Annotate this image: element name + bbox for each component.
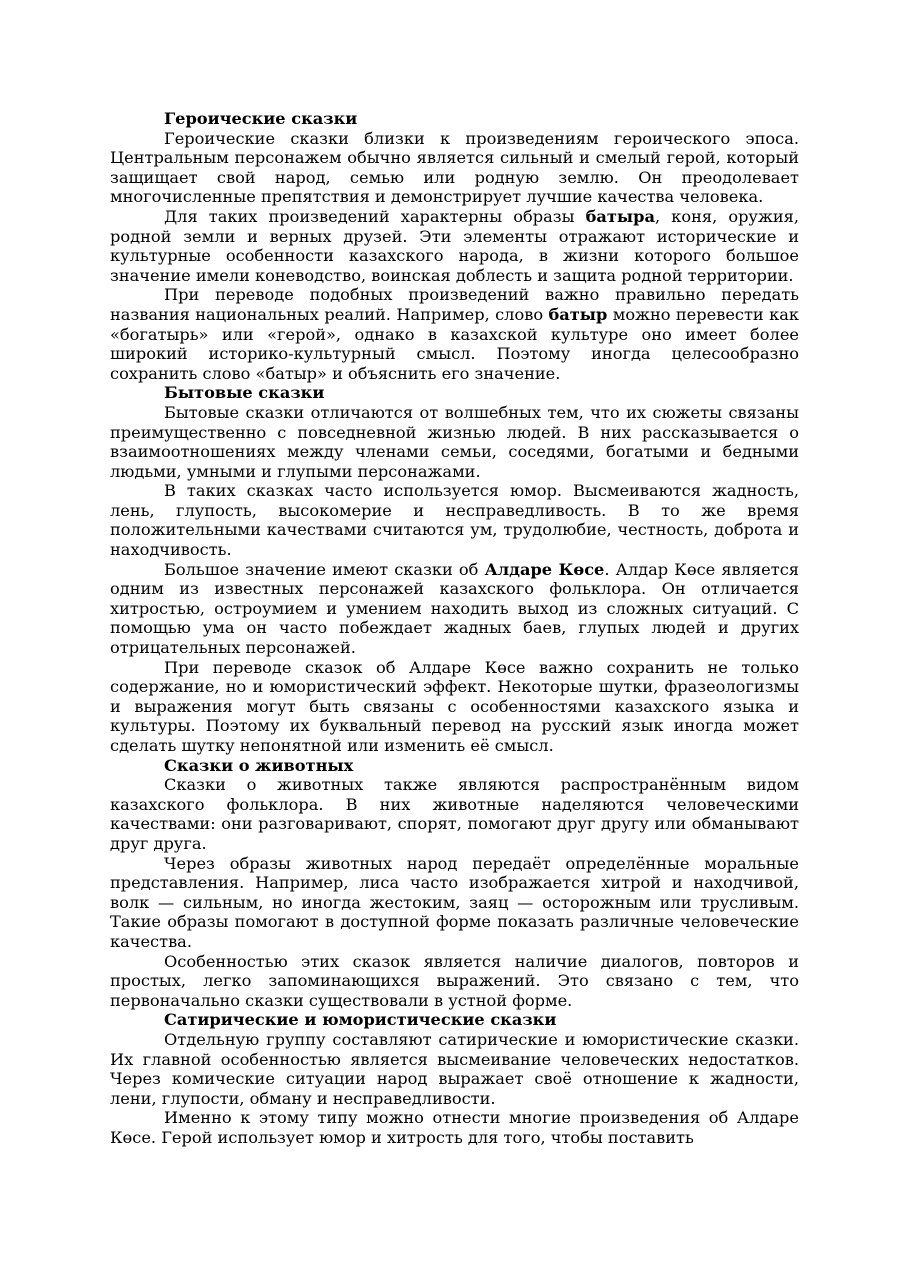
paragraph <box>110 854 799 952</box>
document-page <box>110 109 799 1147</box>
text-run: В таких сказках часто используется юмор. Высмеиваются жадность, лень, глупость, высокомерие и несправедливость. В то же время положительными качествами считаются ум, трудолюбие, честность, доброта и находчивость. <box>110 481 799 560</box>
text-run: Большое значение имеют сказки об <box>164 559 485 579</box>
paragraph <box>110 1108 799 1147</box>
paragraph <box>110 403 799 481</box>
text-run: Бытовые сказки отличаются от волшебных тем, что их сюжеты связаны преимущественно с повседневной жизнью людей. В них рассказывается о взаимоотношениях между членами семьи, соседями, богатыми и бедными людьми, умными и глупыми персонажами. <box>110 402 799 481</box>
text-run: Для таких произведений характерны образы <box>164 206 586 226</box>
paragraph <box>110 285 799 383</box>
text-run: Отдельную группу составляют сатирические и юмористические сказки. Их главной особенностью является высмеивание человеческих недостатков. Через комические ситуации народ выражает своё отношение к жадности, лени, глупости, обману и несправедливости. <box>110 1029 799 1108</box>
paragraph <box>110 1030 799 1108</box>
paragraph <box>110 129 799 207</box>
bold-term: Алдаре Көсе <box>484 559 605 579</box>
text-run: . Алдар Көсе является одним из известных персонажей казахского фольклора. Он отличается хитростью, остроумием и умением находить выход из сложных ситуаций. С помощью ума он часто побеждает жадных баев, глупых людей и других отрицательных персонажей. <box>110 559 799 658</box>
text-run: Особенностью этих сказок является наличие диалогов, повторов и простых, легко запоминающихся выражений. Это связано с тем, что первоначально сказки существовали в устной форме. <box>110 951 799 1010</box>
paragraph <box>110 775 799 853</box>
bold-term: батыра <box>585 206 655 226</box>
paragraph <box>110 481 799 559</box>
text-run: Через образы животных народ передаёт определённые моральные представления. Например, лиса часто изображается хитрой и находчивой, волк — сильным, но иногда жестоким, заяц — осторожным или трусливым. Такие образы помогают в доступной форме показать различные человеческие качества. <box>110 853 799 951</box>
section-heading: Сказки о животных <box>164 755 354 775</box>
text-run: , коня, оружия, родной земли и верных друзей. Эти элементы отражают исторические и культурные особенности казахского народа, в жизни которого большое значение имели коневодство, воинская доблесть и защита родной территории. <box>110 206 799 285</box>
text-run: Сказки о животных также являются распространённым видом казахского фольклора. В них животные наделяются человеческими качествами: они разговаривают, спорят, помогают друг другу или обманывают друг друга. <box>110 775 799 853</box>
section-heading: Героические сказки <box>164 109 358 128</box>
paragraph <box>110 658 799 756</box>
paragraph <box>110 952 799 1011</box>
section-heading: Бытовые сказки <box>164 383 325 403</box>
text-run: Именно к этому типу можно отнести многие произведения об Алдаре Көсе. Герой использует юмор и хитрость для того, чтобы поставить <box>110 1108 799 1147</box>
bold-term: батыр <box>548 304 608 324</box>
text-run: При переводе сказок об Алдаре Көсе важно сохранить не только содержание, но и юмористический эффект. Некоторые шутки, фразеологизмы и выражения могут быть связаны с особенностями казахского языка и культуры. Поэтому их буквальный перевод на русский язык иногда может сделать шутку непонятной или изменить её смысл. <box>110 657 799 755</box>
paragraph <box>110 207 799 285</box>
text-run: можно перевести как «богатырь» или «герой», однако в казахской культуре оно имеет более широкий историко-культурный смысл. Поэтому иногда целесообразно сохранить слово «батыр» и объяснить его значение. <box>110 304 799 383</box>
paragraph <box>110 560 799 658</box>
text-run: При переводе подобных произведений важно правильно передать названия национальных реалий. Например, слово <box>110 285 799 324</box>
section-heading: Сатирические и юмористические сказки <box>164 1010 557 1030</box>
text-run: Героические сказки близки к произведениям героического эпоса. Центральным персонажем обычно является сильный и смелый герой, который защищает свой народ, семью или родную землю. Он преодолевает многочисленные препятствия и демонстрирует лучшие качества человека. <box>110 128 799 207</box>
